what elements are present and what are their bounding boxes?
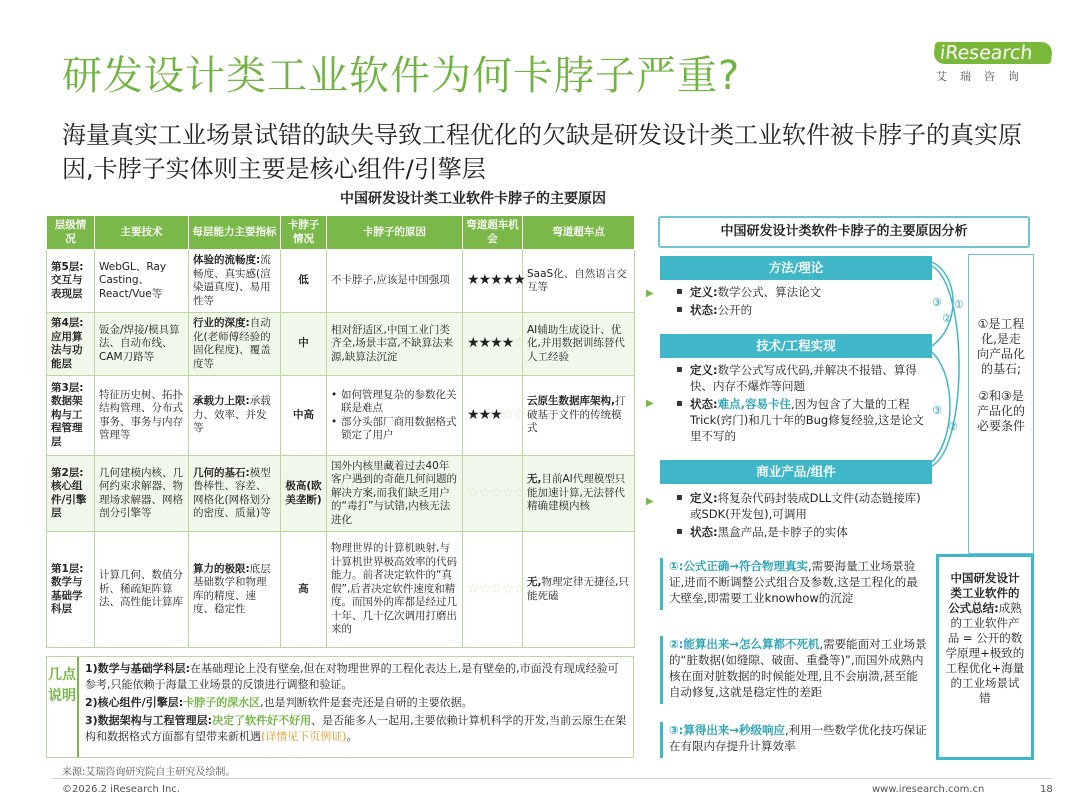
table-row: [47, 456, 635, 532]
table-row: [47, 313, 635, 376]
star-rating: [463, 250, 523, 313]
reason-cell: 不卡脖子,应该是中国强项: [327, 250, 463, 313]
metric-cell: [189, 376, 281, 456]
logo-cn: 艾瑞咨询: [936, 70, 1032, 83]
star-filled-icon: ★: [467, 335, 479, 352]
star-rating: [463, 313, 523, 376]
state-highlight: 难点,容易卡住: [717, 397, 791, 411]
reason-cell: 国外内核里藏着过去40年客户遇到的奇葩几何问题的解决方案,而我们缺乏用户的“毒打”与试错,内核无法进化: [327, 456, 463, 532]
star-empty-icon: ☆: [513, 335, 525, 352]
note-item: [85, 713, 629, 745]
metric-cell: [189, 313, 281, 376]
note-text: 、是否能多人一起用,主要依赖计算机科学的开发,当前云原生在架构和数据格式方面都有望带来新机遇: [85, 714, 627, 743]
note-text: 在基础理论上没有壁垒,但在对物理世界的工程化表达上,是有壁垒的,市面没有现成经验可参考,只能依赖于海量工业场景的反馈进行调整和验证。: [85, 662, 619, 691]
category-body: [676, 284, 932, 320]
definition-label: 定义:: [690, 363, 718, 377]
side-note-box: [968, 254, 1034, 554]
point-text: 打破基于文件的传统模式: [527, 395, 626, 435]
col-header: 弯道超车点: [523, 216, 635, 250]
note-highlight: 卡脖子的深水区: [183, 696, 261, 709]
star-empty-icon: ☆: [478, 484, 491, 501]
table-row: [47, 532, 635, 648]
state-label: 状态:: [690, 397, 718, 411]
point-cell: [523, 456, 635, 532]
star-empty-icon: ☆: [478, 580, 491, 597]
level-cell: 第1层:数学与基础学科层: [47, 532, 95, 648]
arrow-right-icon: ▶: [646, 398, 654, 409]
note-head: 2)核心组件/引擎层:: [85, 696, 184, 709]
formula-box: [660, 636, 932, 704]
table-title: 中国研发设计类工业软件卡脖子的主要原因: [340, 191, 606, 207]
tech-cell: 计算几何、数值分析、稀疏矩阵算法、高性能计算库: [95, 532, 189, 648]
circle-number: ①: [954, 298, 964, 311]
star-filled-icon: ★: [513, 272, 525, 289]
star-empty-icon: ☆: [513, 580, 525, 597]
definition-text: 数学公式、算法论文: [717, 285, 822, 299]
circle-number: ②: [948, 420, 958, 433]
point-head: 无,: [527, 576, 542, 588]
notes-label: 几点说明: [47, 657, 79, 757]
reasons-table: [46, 215, 635, 648]
side-note: ①是工程化,是走向产品化的基石;: [977, 317, 1026, 376]
definition-label: 定义:: [690, 285, 718, 299]
metric-text: 自动化(老师傅经验的固化程度)、覆盖度等: [193, 317, 271, 370]
star-filled-icon: ★: [478, 406, 491, 423]
star-filled-icon: ★: [490, 406, 502, 423]
star-empty-icon: ☆: [513, 484, 525, 501]
definition-text: 数学公式写成代码,并解决不报错、算得快、内存不爆炸等问题: [690, 363, 917, 393]
summary-box: [936, 554, 1034, 760]
note-head: 1)数学与基础学科层:: [85, 662, 191, 675]
formula-box: [660, 558, 932, 610]
copyright: ©2026.2 iResearch Inc.: [62, 784, 180, 795]
page-title: 研发设计类工业软件为何卡脖子严重?: [62, 53, 741, 99]
reason-item: • 部分头部厂商用数据格式锁定了用户: [331, 416, 458, 443]
metric-text: 承载力、效率、并发等: [193, 395, 271, 435]
metric-head: 行业的深度:: [193, 317, 250, 329]
point-head: 云原生数据库架构,: [527, 395, 615, 408]
metric-text: 底层基础数学和物理库的精度、速度、稳定性: [193, 562, 271, 615]
note-text: ,也是判断软件是套壳还是自研的主要依据。: [260, 696, 473, 709]
page-number: 18: [1040, 784, 1053, 795]
note-item: [85, 695, 629, 711]
definition-line: [676, 284, 932, 300]
metric-head: 承载力上限:: [193, 395, 250, 408]
state-line: [676, 524, 932, 540]
category-body: [676, 362, 932, 446]
formula-head: ②:能算出来→怎么算都不死机: [669, 637, 820, 651]
table-header-row: [47, 216, 635, 250]
state-line: [676, 302, 932, 318]
star-empty-icon: ☆: [501, 484, 514, 501]
reason-cell: 物理世界的计算机映射,与计算机世界极高效率的代码能力。前者决定软件的“真假”,后者决定软件速度和精度。而国外的库都是经过几十年、几十亿次调用打磨出来的: [327, 532, 463, 648]
category-header: 方法/理论: [660, 256, 932, 280]
tech-cell: WebGL、Ray Casting、React/Vue等: [95, 250, 189, 313]
star-rating: [463, 532, 523, 648]
point-cell: [523, 376, 635, 456]
star-empty-icon: ☆: [490, 484, 502, 501]
point-cell: AI辅助生成设计、优化,并用数据训练替代人工经验: [523, 313, 635, 376]
definition-line: [676, 362, 932, 394]
star-empty-icon: ☆: [467, 580, 479, 597]
summary-text: 成熟的工业软件产品 = 公开的数学原理+极致的工程优化+海量的工业场景试错: [945, 601, 1025, 705]
site-url: www.iresearch.com.cn: [872, 784, 985, 795]
category-header: 技术/工程实现: [660, 334, 932, 358]
source-note: 来源:艾瑞咨询研究院自主研究及绘制。: [62, 767, 236, 778]
note-highlight: 决定了软件好不好用: [212, 714, 312, 727]
analysis-title: 中国研发设计类软件卡脖子的主要原因分析: [658, 216, 1030, 248]
star-filled-icon: ★: [467, 272, 479, 289]
point-cell: SaaS化、自然语言交互等: [523, 250, 635, 313]
level-cell: 第4层:应用算法与功能层: [47, 313, 95, 376]
formula-box: [660, 722, 932, 758]
point-head: 无,: [527, 473, 542, 486]
star-empty-icon: ☆: [501, 580, 514, 597]
formula-text: ,利用一些数学优化技巧保证在有限内存提升计算效率: [669, 723, 927, 753]
notes-body: [85, 661, 629, 747]
summary-head: 中国研发设计类工业软件的公式总结:: [948, 571, 1020, 615]
state-text: 黑盒产品,是卡脖子的实体: [717, 525, 848, 539]
reason-cell: 相对舒适区,中国工业门类齐全,场景丰富,不缺算法来源,缺算法沉淀: [327, 313, 463, 376]
note-link: (详情见下页例证): [261, 730, 347, 743]
metric-text: 流畅度、真实感(渲染逼真度)、易用性等: [193, 254, 271, 307]
footer-divider: [52, 778, 1052, 779]
circle-number: ③: [932, 404, 942, 417]
star-empty-icon: ☆: [467, 484, 479, 501]
star-filled-icon: ★: [490, 335, 502, 352]
state-line: [676, 396, 932, 444]
table-row: [47, 376, 635, 456]
circle-number: ②: [942, 312, 952, 325]
star-filled-icon: ★: [478, 272, 491, 289]
definition-line: [676, 490, 932, 522]
state-text: 公开的: [717, 303, 753, 317]
status-cell: 中: [281, 313, 327, 376]
level-cell: 第5层:交互与表现层: [47, 250, 95, 313]
metric-cell: [189, 456, 281, 532]
notes-box: [46, 656, 634, 758]
star-rating: [463, 376, 523, 456]
definition-text: 将复杂代码封装成DLL文件(动态链接库)或SDK(开发包),可调用: [690, 491, 921, 521]
tech-cell: 几何建模内核、几何约束求解器、物理场求解器、网格剖分引擎等: [95, 456, 189, 532]
status-cell: 极高(欧美垄断): [281, 456, 327, 532]
star-filled-icon: ★: [490, 272, 502, 289]
side-note: ②和③是产品化的必要条件: [977, 389, 1026, 433]
formula-head: ①:公式正确→符合物理真实: [669, 559, 808, 573]
metric-cell: [189, 532, 281, 648]
note-tail: 。: [346, 730, 358, 743]
star-empty-icon: ☆: [501, 406, 514, 423]
tech-cell: 特征历史树、拓扑结构管理、分布式事务、事务与内存管理等: [95, 376, 189, 456]
page-subtitle: 海量真实工业场景试错的缺失导致工程优化的欠缺是研发设计类工业软件被卡脖子的真实原因,卡脖子实体则主要是核心组件/引擎层: [62, 121, 1022, 183]
point-text: 目前AI代理模型只能加速计算,无法替代精确建模内核: [527, 473, 626, 513]
col-header: 卡脖子的原因: [327, 216, 463, 250]
definition-label: 定义:: [690, 491, 718, 505]
table-row: [47, 250, 635, 313]
note-head: 3)数据架构与工程管理层:: [85, 714, 213, 727]
category-header: 商业产品/组件: [660, 460, 932, 484]
connector-arrows: [930, 256, 970, 476]
star-filled-icon: ★: [467, 406, 479, 423]
iresearch-logo: [934, 42, 1054, 84]
metric-text: 模型鲁棒性、容差、网格化(网格划分的密度、质量)等: [193, 466, 271, 519]
state-label: 状态:: [690, 525, 718, 539]
state-text: ,因为包含了大量的工程Trick(窍门)和几十年的Bug修复经验,这是论文里不写的: [690, 397, 924, 443]
point-text: 物理定律无捷径,只能死磕: [527, 576, 629, 602]
star-filled-icon: ★: [478, 335, 491, 352]
star-empty-icon: ☆: [490, 580, 502, 597]
star-rating: [463, 456, 523, 532]
formula-text: ,需要海量工业场景验证,进而不断调整公式组合及参数,这是工程化的最大壁垒,即需要工业knowhow的沉淀: [669, 559, 918, 605]
arrow-right-icon: ▶: [646, 288, 654, 299]
col-header: 层级情况: [47, 216, 95, 250]
category-body: [676, 490, 932, 542]
formula-head: ③:算得出来→秒级响应: [669, 723, 785, 737]
star-filled-icon: ★: [501, 272, 514, 289]
star-empty-icon: ☆: [513, 406, 525, 423]
formula-text: ,需要能面对工业场景的“脏数据(如缝隙、破面、重叠等)”,而国外成熟内核在面对脏数据的时候能处理,且不会崩溃,甚至能自动修复,这就是稳定性的差距: [669, 637, 927, 699]
col-header: 弯道超车机会: [463, 216, 523, 250]
note-item: [85, 661, 629, 693]
status-cell: 中高: [281, 376, 327, 456]
col-header: 主要技术: [95, 216, 189, 250]
metric-head: 几何的基石:: [193, 466, 250, 479]
level-cell: 第2层:核心组件/引擎层: [47, 456, 95, 532]
col-header: 卡脖子情况: [281, 216, 327, 250]
point-cell: [523, 532, 635, 648]
state-label: 状态:: [690, 303, 718, 317]
level-cell: 第3层:数据架构与工程管理层: [47, 376, 95, 456]
status-cell: 高: [281, 532, 327, 648]
star-filled-icon: ★: [501, 335, 514, 352]
tech-cell: 钣金/焊接/模具算法、自动布线、CAM刀路等: [95, 313, 189, 376]
arrow-right-icon: ▶: [646, 496, 654, 507]
reason-cell: [327, 376, 463, 456]
reason-item: • 如何管理复杂的参数化关联是难点: [331, 389, 458, 416]
metric-head: 算力的极限:: [193, 562, 250, 575]
metric-cell: [189, 250, 281, 313]
logo-word: iResearch: [933, 42, 1053, 64]
col-header: 每层能力主要指标: [189, 216, 281, 250]
status-cell: 低: [281, 250, 327, 313]
circle-number: ③: [932, 296, 942, 309]
metric-head: 体验的流畅度:: [193, 254, 261, 266]
